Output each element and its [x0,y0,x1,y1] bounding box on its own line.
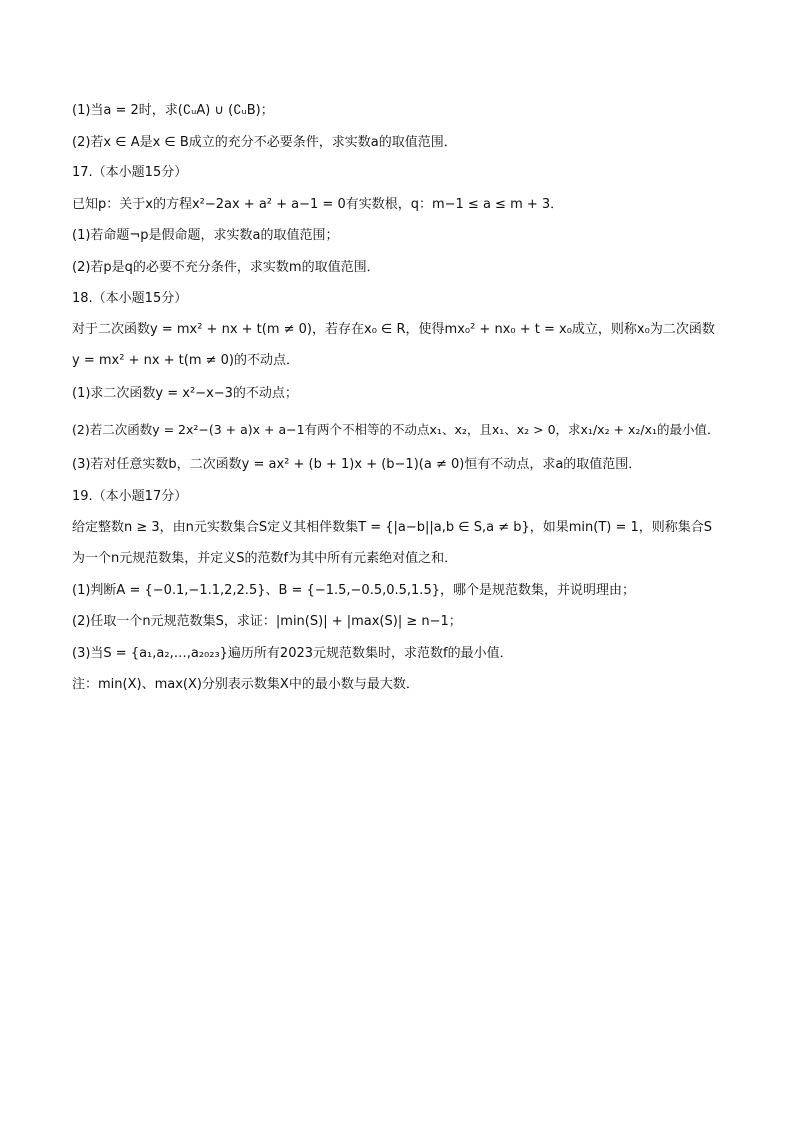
q19-part2: (2)任取一个n元规范数集S，求证：|min(S)| + |max(S)| ≥ n−1； [72,614,462,629]
q19-note: 注：min(X)、max(X)分别表示数集X中的最小数与最大数． [72,677,419,692]
q17-part2: (2)若p是q的必要不充分条件，求实数m的取值范围． [72,260,380,275]
q18-part1: (1)求二次函数y = x²−x−3的不动点； [72,386,298,401]
q19-stem-line1: 给定整数n ≥ 3，由n元实数集合S定义其相伴数集T = {|a−b||a,b ∈ S,a ≠ b}，如果min(T) = 1，则称集合S [72,520,713,535]
q18-part3: (3)若对任意实数b，二次函数y = ax² + (b + 1)x + (b−1)(a ≠ 0)恒有不动点，求a的取值范围． [72,457,642,472]
q18-part2: (2)若二次函数y = 2x²−(3 + a)x + a−1有两个不相等的不动点x₁、x₂，且x₁、x₂ > 0，求x₁/x₂ + x₂/x₁的最小值． [72,422,720,437]
q17-stem: 已知p：关于x的方程x²−2ax + a² + a−1 = 0有实数根，q：m−1 ≤ a ≤ m + 3． [72,197,564,212]
q17-heading: 17.（本小题15分） [72,165,188,180]
q18-stem-line1: 对于二次函数y = mx² + nx + t(m ≠ 0)，若存在x₀ ∈ R，使得mx₀² + nx₀ + t = x₀成立，则称x₀为二次函数 [72,322,715,337]
q19-part3: (3)当S = {a₁,a₂,…,a₂₀₂₃}遍历所有2023元规范数集时，求范数f的最小值． [72,646,513,661]
q17-part1: (1)若命题¬p是假命题，求实数a的取值范围； [72,228,339,243]
q16-part2: (2)若x ∈ A是x ∈ B成立的充分不必要条件，求实数a的取值范围． [72,135,457,150]
q16-part1: (1)当a = 2时，求(∁ᵤA) ∪ (∁ᵤB)； [72,103,274,118]
q19-heading: 19.（本小题17分） [72,489,188,504]
q19-stem-line2: 为一个n元规范数集，并定义S的范数f为其中所有元素绝对值之和． [72,551,458,566]
q18-heading: 18.（本小题15分） [72,291,188,306]
q19-part1: (1)判断A = {−0.1,−1.1,2,2.5}、B = {−1.5,−0.5,0.5,1.5}，哪个是规范数集，并说明理由； [72,583,635,598]
q18-stem-line2: y = mx² + nx + t(m ≠ 0)的不动点． [72,353,299,368]
